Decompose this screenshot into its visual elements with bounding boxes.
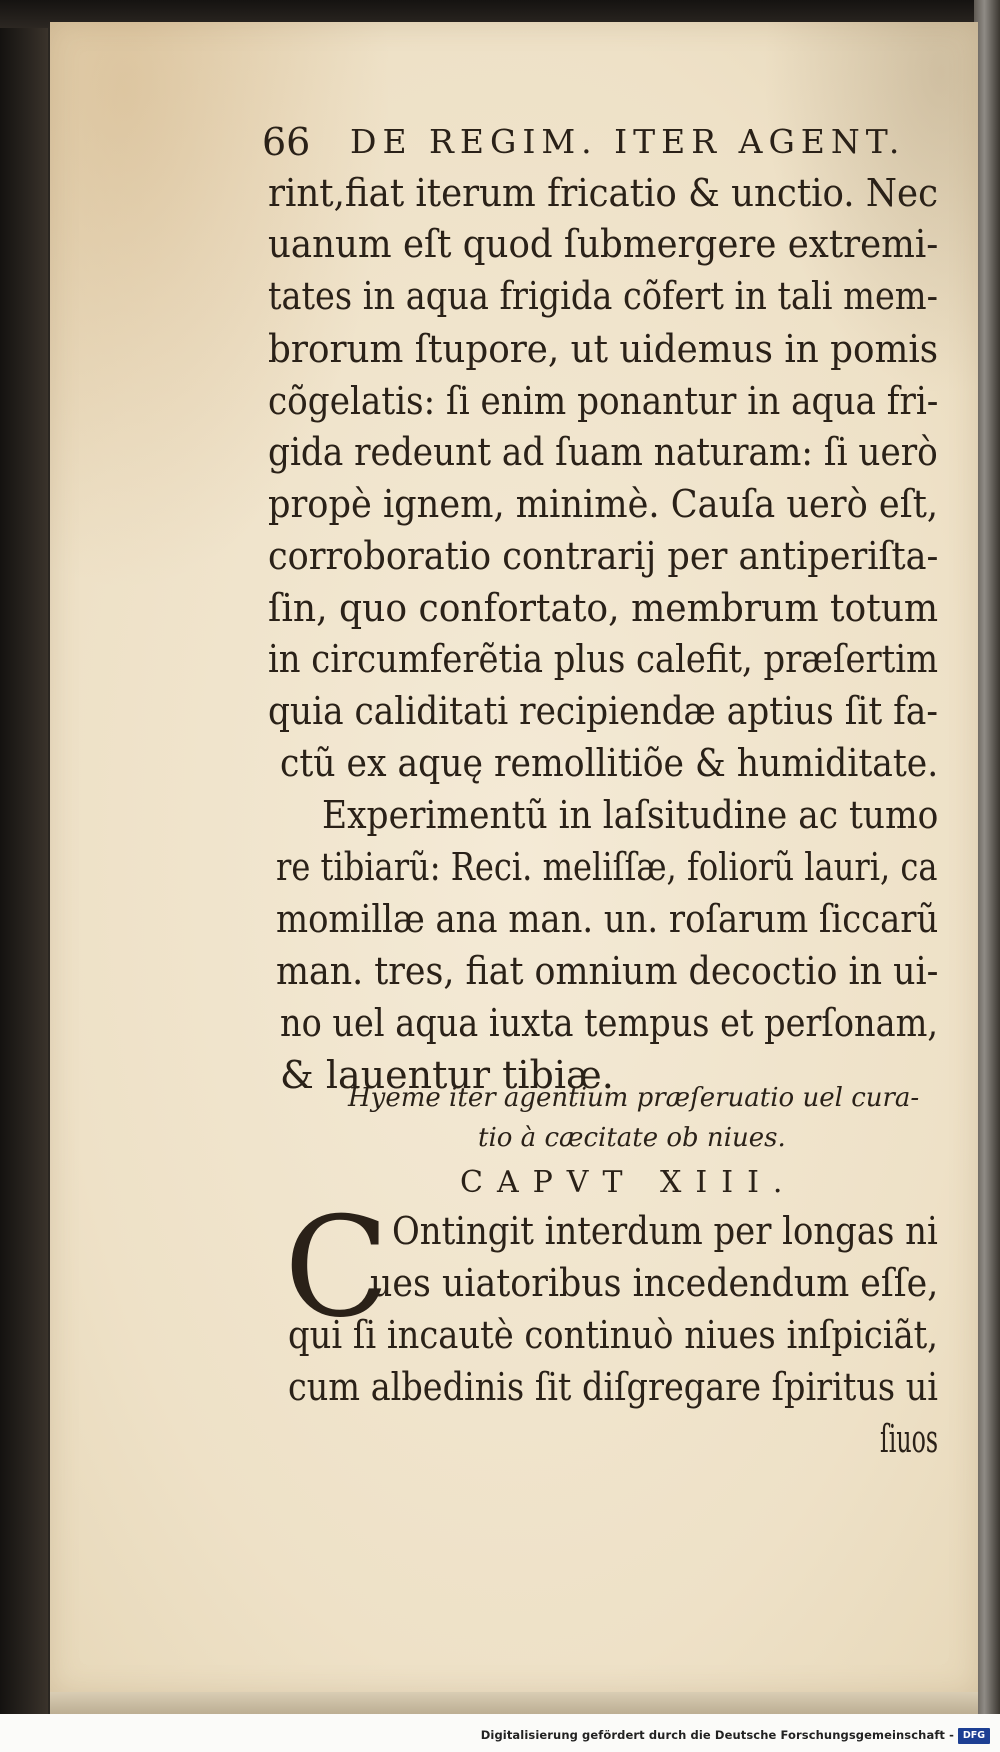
body-line: propè ignem, minimè. Cauſa uerò eſt, <box>268 482 939 526</box>
digitization-credit: Digitalisierung gefördert durch die Deutsche Forschungsgemeinschaft - <box>480 1728 954 1742</box>
page-header <box>262 118 932 166</box>
body-line: rint,fiat iterum fricatio & unctio. Nec <box>268 171 939 215</box>
body-line: corroboratio contrarij per antiperiſta- <box>268 534 939 578</box>
body-line: brorum ſtupore, ut uidemus in pomis <box>268 327 939 371</box>
body-line: in circumferẽtia plus calefit, præſertim <box>268 637 939 681</box>
body-line: tates in aqua frigida cõfert in tali mem- <box>268 274 938 318</box>
body-line: momillæ ana man. un. roſarum ſiccarũ <box>276 897 939 941</box>
body-line: ctũ ex aquę remollitiõe & humiditate. <box>280 741 939 785</box>
body-line: man. tres, fiat omnium decoctio in ui- <box>276 949 939 993</box>
scan-left-edge <box>0 0 48 1752</box>
chapter-line: Ontingit interdum per longas ni <box>392 1209 938 1253</box>
running-title: DE REGIM. ITER AGENT. <box>350 122 906 161</box>
chapter-line: qui ſi incautè continuò niues inſpiciãt, <box>288 1313 938 1357</box>
body-line: uanum eſt quod ſubmergere extremi- <box>268 222 939 266</box>
dfg-logo-icon: DFG <box>958 1728 990 1744</box>
page-bottom-edge <box>50 1692 978 1714</box>
chapter-rubric-line: tio à cæcitate ob niues. <box>478 1123 786 1153</box>
body-line: gida redeunt ad ſuam naturam: ſi uerò <box>268 430 938 474</box>
body-line: ſin, quo confortato, membrum totum <box>268 586 939 630</box>
body-line: no uel aqua iuxta tempus et perſonam, <box>280 1001 939 1045</box>
body-line: re tibiarũ: Reci. meliſſæ, foliorũ lauri, ca <box>276 845 938 889</box>
body-line: & lauentur tibiæ. <box>280 1053 614 1097</box>
body-line: Experimentũ in laſsitudine ac tumo <box>322 793 939 837</box>
body-line: cõgelatis: ſi enim ponantur in aqua fri- <box>268 379 939 423</box>
chapter-line: cum albedinis ſit diſgregare ſpiritus ui <box>288 1365 938 1409</box>
page-number: 66 <box>262 120 311 164</box>
drop-initial: C <box>284 1187 390 1348</box>
chapter-rubric-line: Hyeme iter agentium præſeruatio uel cura- <box>348 1083 920 1113</box>
chapter-line: ſiuos <box>880 1417 939 1461</box>
chapter-heading: CAPVT XIII. <box>460 1165 797 1200</box>
chapter-line: ues uiatoribus incedendum eſſe, <box>370 1261 939 1305</box>
footer-strip <box>0 1714 1000 1752</box>
body-line: quia caliditati recipiendæ aptius ſit fa- <box>268 689 938 733</box>
